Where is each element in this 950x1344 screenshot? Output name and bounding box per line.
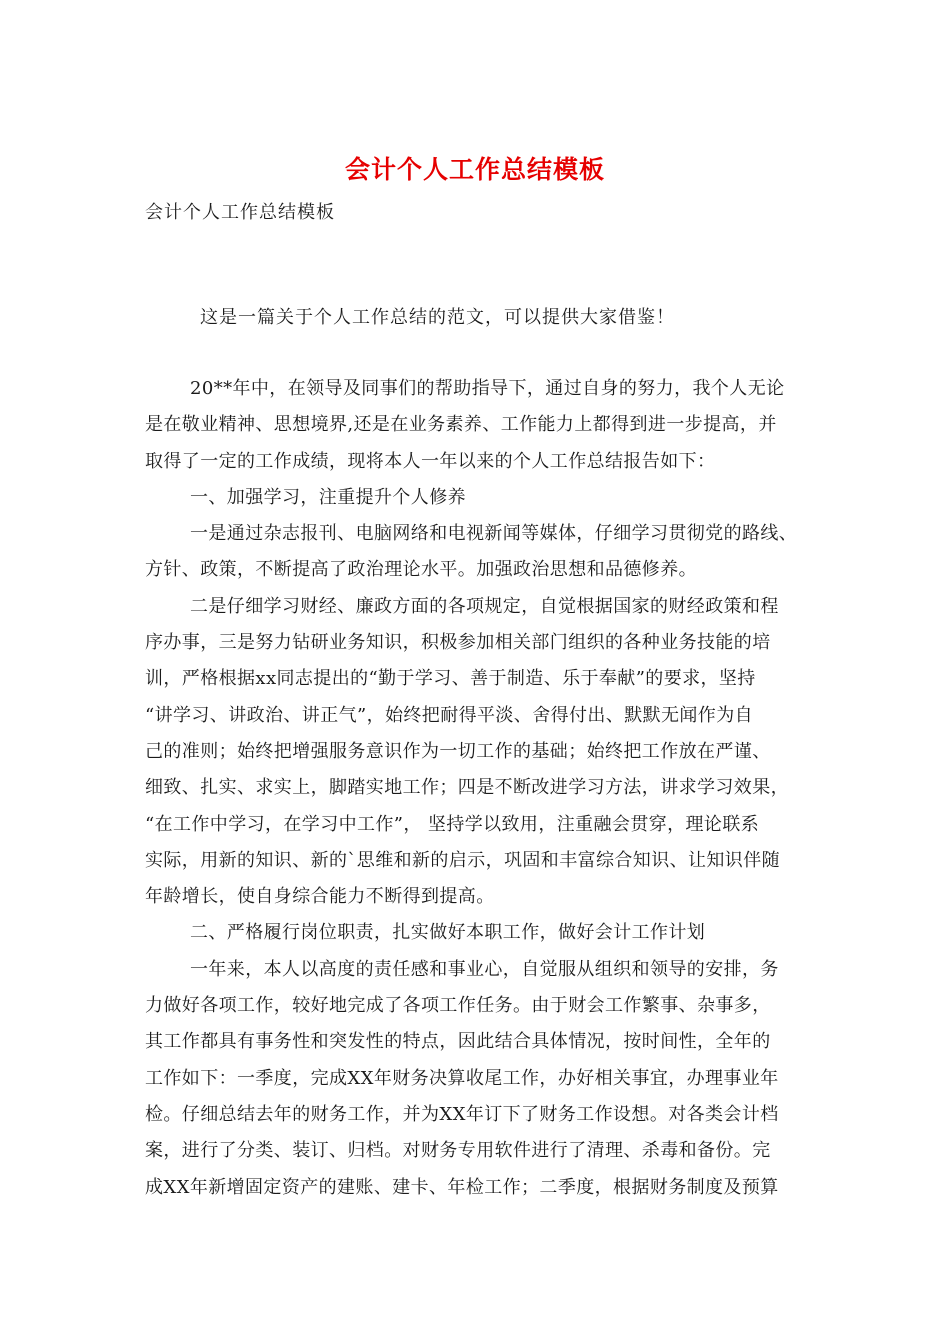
text-line: 取得了一定的工作成绩，现将本人一年以来的个人工作总结报告如下： [145,450,716,472]
text-line: 二是仔细学习财经、廉政方面的各项规定，自觉根据国家的财经政策和程 [190,595,779,617]
text-line: 细致、扎实、求实上，脚踏实地工作；四是不断改进学习方法，讲求学习效果， [145,777,789,799]
intro-paragraph: 这是一篇关于个人工作总结的范文，可以提供大家借鉴！ [200,307,675,328]
text-line: 力做好各项工作，较好地完成了各项工作任务。由于财会工作繁事、杂事多， [145,995,771,1017]
text-line: “在工作中学习，在学习中工作”， 坚持学以致用，注重融会贯穿，理论联系 [145,813,760,835]
text-line: 工作如下：一季度，完成XX年财务决算收尾工作，办好相关事宜，办理事业年 [145,1067,779,1089]
text-line: 训，严格根据xx同志提出的“勤于学习、善于制造、乐于奉献”的要求，坚持 [145,668,756,690]
text-line: 年龄增长，使自身综合能力不断得到提高。 [145,886,495,908]
text-line: 20**年中，在领导及同事们的帮助指导下，通过自身的努力，我个人无论 [190,378,785,399]
document-body [145,371,805,1206]
text-line: 是在敬业精神、思想境界,还是在业务素养、工作能力上都得到进一步提高，并 [145,414,777,436]
text-line: 一年来，本人以高度的责任感和事业心，自觉服从组织和领导的安排，务 [190,958,779,980]
document-title: 会计个人工作总结模板 [344,155,605,184]
text-line: 成XX年新增固定资产的建账、建卡、年检工作；二季度，根据财务制度及预算 [145,1176,779,1198]
section-heading-2: 二、严格履行岗位职责，扎实做好本职工作，做好会计工作计划 [190,922,706,944]
text-line: 己的准则；始终把增强服务意识作为一切工作的基础；始终把工作放在严谨、 [145,740,771,762]
text-line: 检。仔细总结去年的财务工作，并为XX年订下了财务工作设想。对各类会计档 [145,1103,779,1125]
text-line: “讲学习、讲政治、讲正气”，始终把耐得平淡、舍得付出、默默无闻作为自 [145,704,754,726]
text-line: 其工作都具有事务性和突发性的特点，因此结合具体情况，按时间性，全年的 [145,1031,771,1053]
text-line: 方针、政策，不断提高了政治理论水平。加强政治思想和品德修养。 [145,559,697,581]
text-line: 实际，用新的知识、新的`思维和新的启示，巩固和丰富综合知识、让知识伴随 [145,849,780,871]
text-line: 案，进行了分类、装订、归档。对财务专用软件进行了清理、杀毒和备份。完 [145,1140,771,1162]
text-line: 序办事，三是努力钻研业务知识，积极参加相关部门组织的各种业务技能的培 [145,632,771,654]
document-subtitle: 会计个人工作总结模板 [145,202,335,223]
section-heading-1: 一、加强学习，注重提升个人修养 [190,486,466,508]
text-line: 一是通过杂志报刊、电脑网络和电视新闻等媒体，仔细学习贯彻党的路线、 [190,523,798,545]
